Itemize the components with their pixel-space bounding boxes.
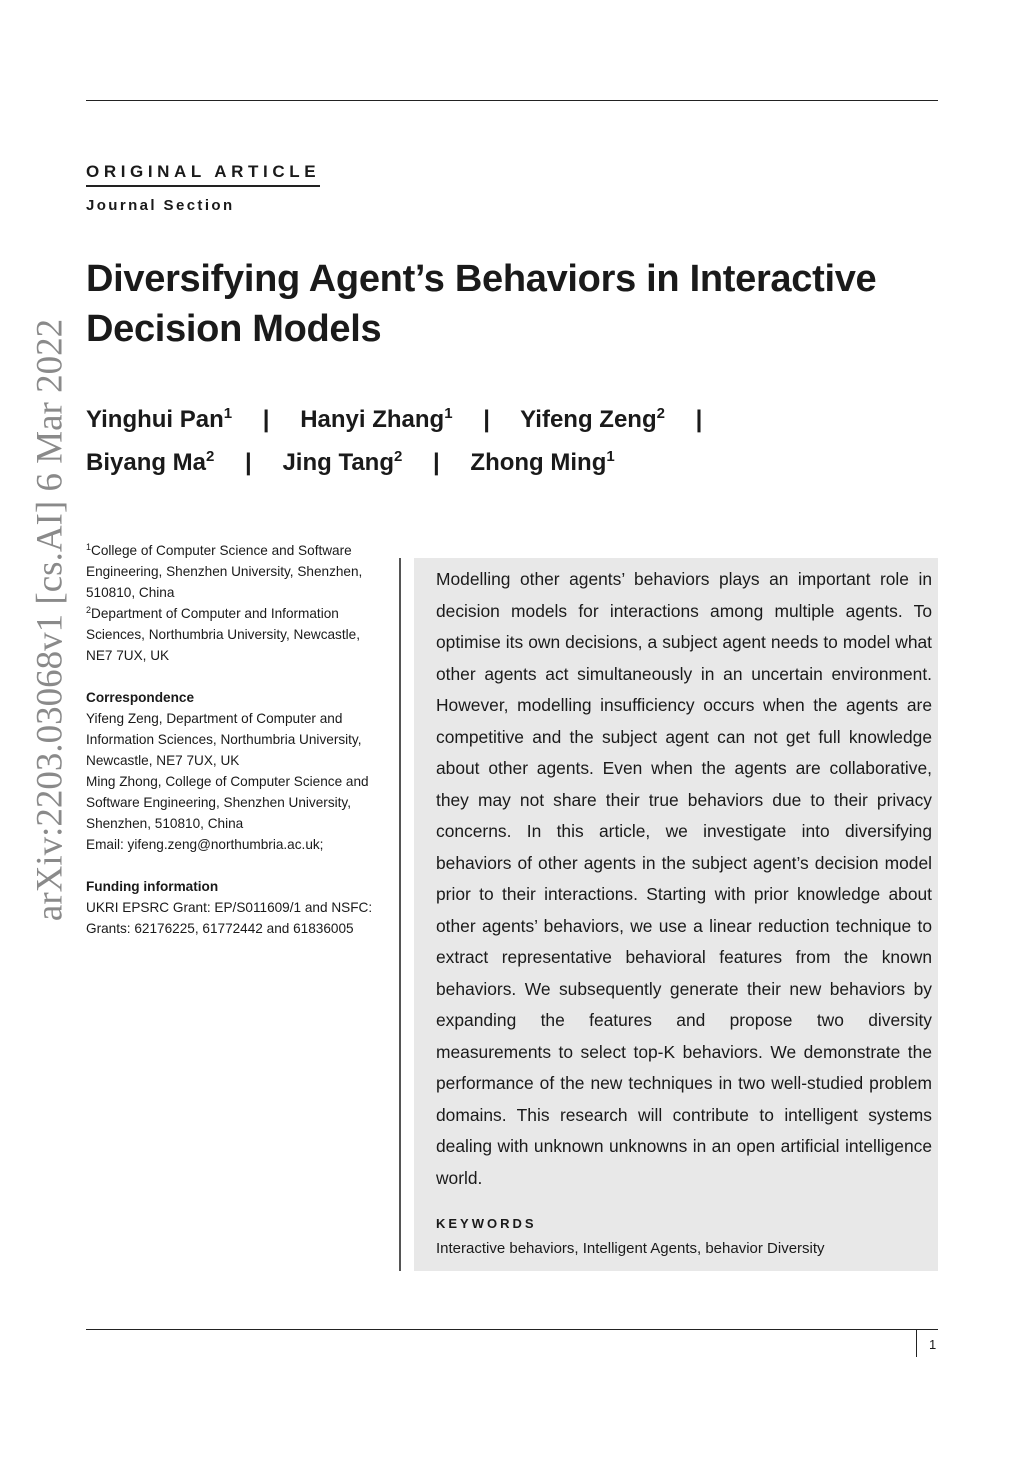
keywords-label: KEYWORDS <box>436 1216 537 1231</box>
author-row-1 <box>86 398 946 441</box>
article-type-label: ORIGINAL ARTICLE <box>86 162 320 187</box>
author-separator: | <box>695 406 703 433</box>
affiliation-number: 1 <box>86 542 92 552</box>
author-name: Yifeng Zeng <box>520 406 657 433</box>
author-separator: | <box>262 406 270 433</box>
page-number-divider <box>916 1330 917 1357</box>
author-row-2 <box>86 441 946 484</box>
correspondence-heading: Correspondence <box>86 690 195 705</box>
author-separator: | <box>433 449 440 476</box>
correspondence-email[interactable]: Email: yifeng.zeng@northumbria.ac.uk; <box>86 837 324 852</box>
author-name: Jing Tang <box>282 449 394 476</box>
affiliation <box>86 540 386 603</box>
correspondence-line: Yifeng Zeng, Department of Computer and Information Sciences, Northumbria University, Newcastle, NE7 7UX, UK <box>86 711 362 768</box>
affiliation-text: Department of Computer and Information Sciences, Northumbria University, Newcastle, NE7 7UX, UK <box>86 606 360 663</box>
author-name: Hanyi Zhang <box>300 406 445 433</box>
paper-title: Diversifying Agent’s Behaviors in Interactive Decision Models <box>86 258 877 350</box>
affiliation-text: College of Computer Science and Software Engineering, Shenzhen University, Shenzhen, 510810, China <box>86 543 363 600</box>
journal-section-label: Journal Section <box>86 197 235 214</box>
author-affiliation-mark: 1 <box>444 405 453 422</box>
affiliation-number: 2 <box>86 605 92 615</box>
author-affiliation-mark: 1 <box>223 405 233 422</box>
top-rule <box>86 100 938 101</box>
arxiv-stamp: arXiv:2203.03068v1 [cs.AI] 6 Mar 2022 <box>29 318 71 922</box>
abstract-text: Modelling other agents’ behaviors plays an important role in decision models for interactions among multiple agents. To optimise its own decisions, a subject agent needs to model what other agents act simultaneously in an uncertain environment. However, modelling insufficiency occurs when the agents are competitive and the subject agent can not get full knowledge about other agents. Even when the agents are collaborative, they may not share their true behaviors due to their privacy concerns. In this article, we investigate into diversifying behaviors of other agents in the subject agent’s decision model prior to their interactions. Starting with prior knowledge about other agents’ behaviors, we use a linear reduction technique to extract representative behavioral features from the known behaviors. We subsequently generate their new behaviors by expanding the features and propose two diversity measurements to select top-K behaviors. We demonstrate the performance of the new techniques in two well-studied problem domains. This research will contribute to intelligent systems dealing with unknown unknowns in an open artificial intelligence world. <box>436 569 932 1188</box>
funding-heading: Funding information <box>86 879 219 894</box>
author-name: Zhong Ming <box>470 449 607 476</box>
affiliation <box>86 603 386 666</box>
author-affiliation-mark: 2 <box>656 405 665 422</box>
correspondence-line: Ming Zhong, College of Computer Science and Software Engineering, Shenzhen University, Shenzhen, 510810, China <box>86 774 369 831</box>
author-separator: | <box>483 406 490 433</box>
page-number: 1 <box>929 1337 937 1352</box>
author-affiliation-mark: 2 <box>394 448 403 465</box>
funding-text: UKRI EPSRC Grant: EP/S011609/1 and NSFC: Grants: 62176225, 61772442 and 61836005 <box>86 900 373 936</box>
author-affiliation-mark: 2 <box>206 448 215 465</box>
keywords-text: Interactive behaviors, Intelligent Agents, behavior Diversity <box>436 1240 825 1257</box>
author-name: Yinghui Pan <box>86 406 224 433</box>
author-affiliation-mark: 1 <box>606 448 615 465</box>
abstract-panel <box>401 558 938 1271</box>
author-separator: | <box>245 449 252 476</box>
front-matter-sidebar <box>86 540 386 939</box>
author-name: Biyang Ma <box>86 449 207 476</box>
bottom-rule <box>86 1329 938 1330</box>
author-list <box>86 398 946 484</box>
